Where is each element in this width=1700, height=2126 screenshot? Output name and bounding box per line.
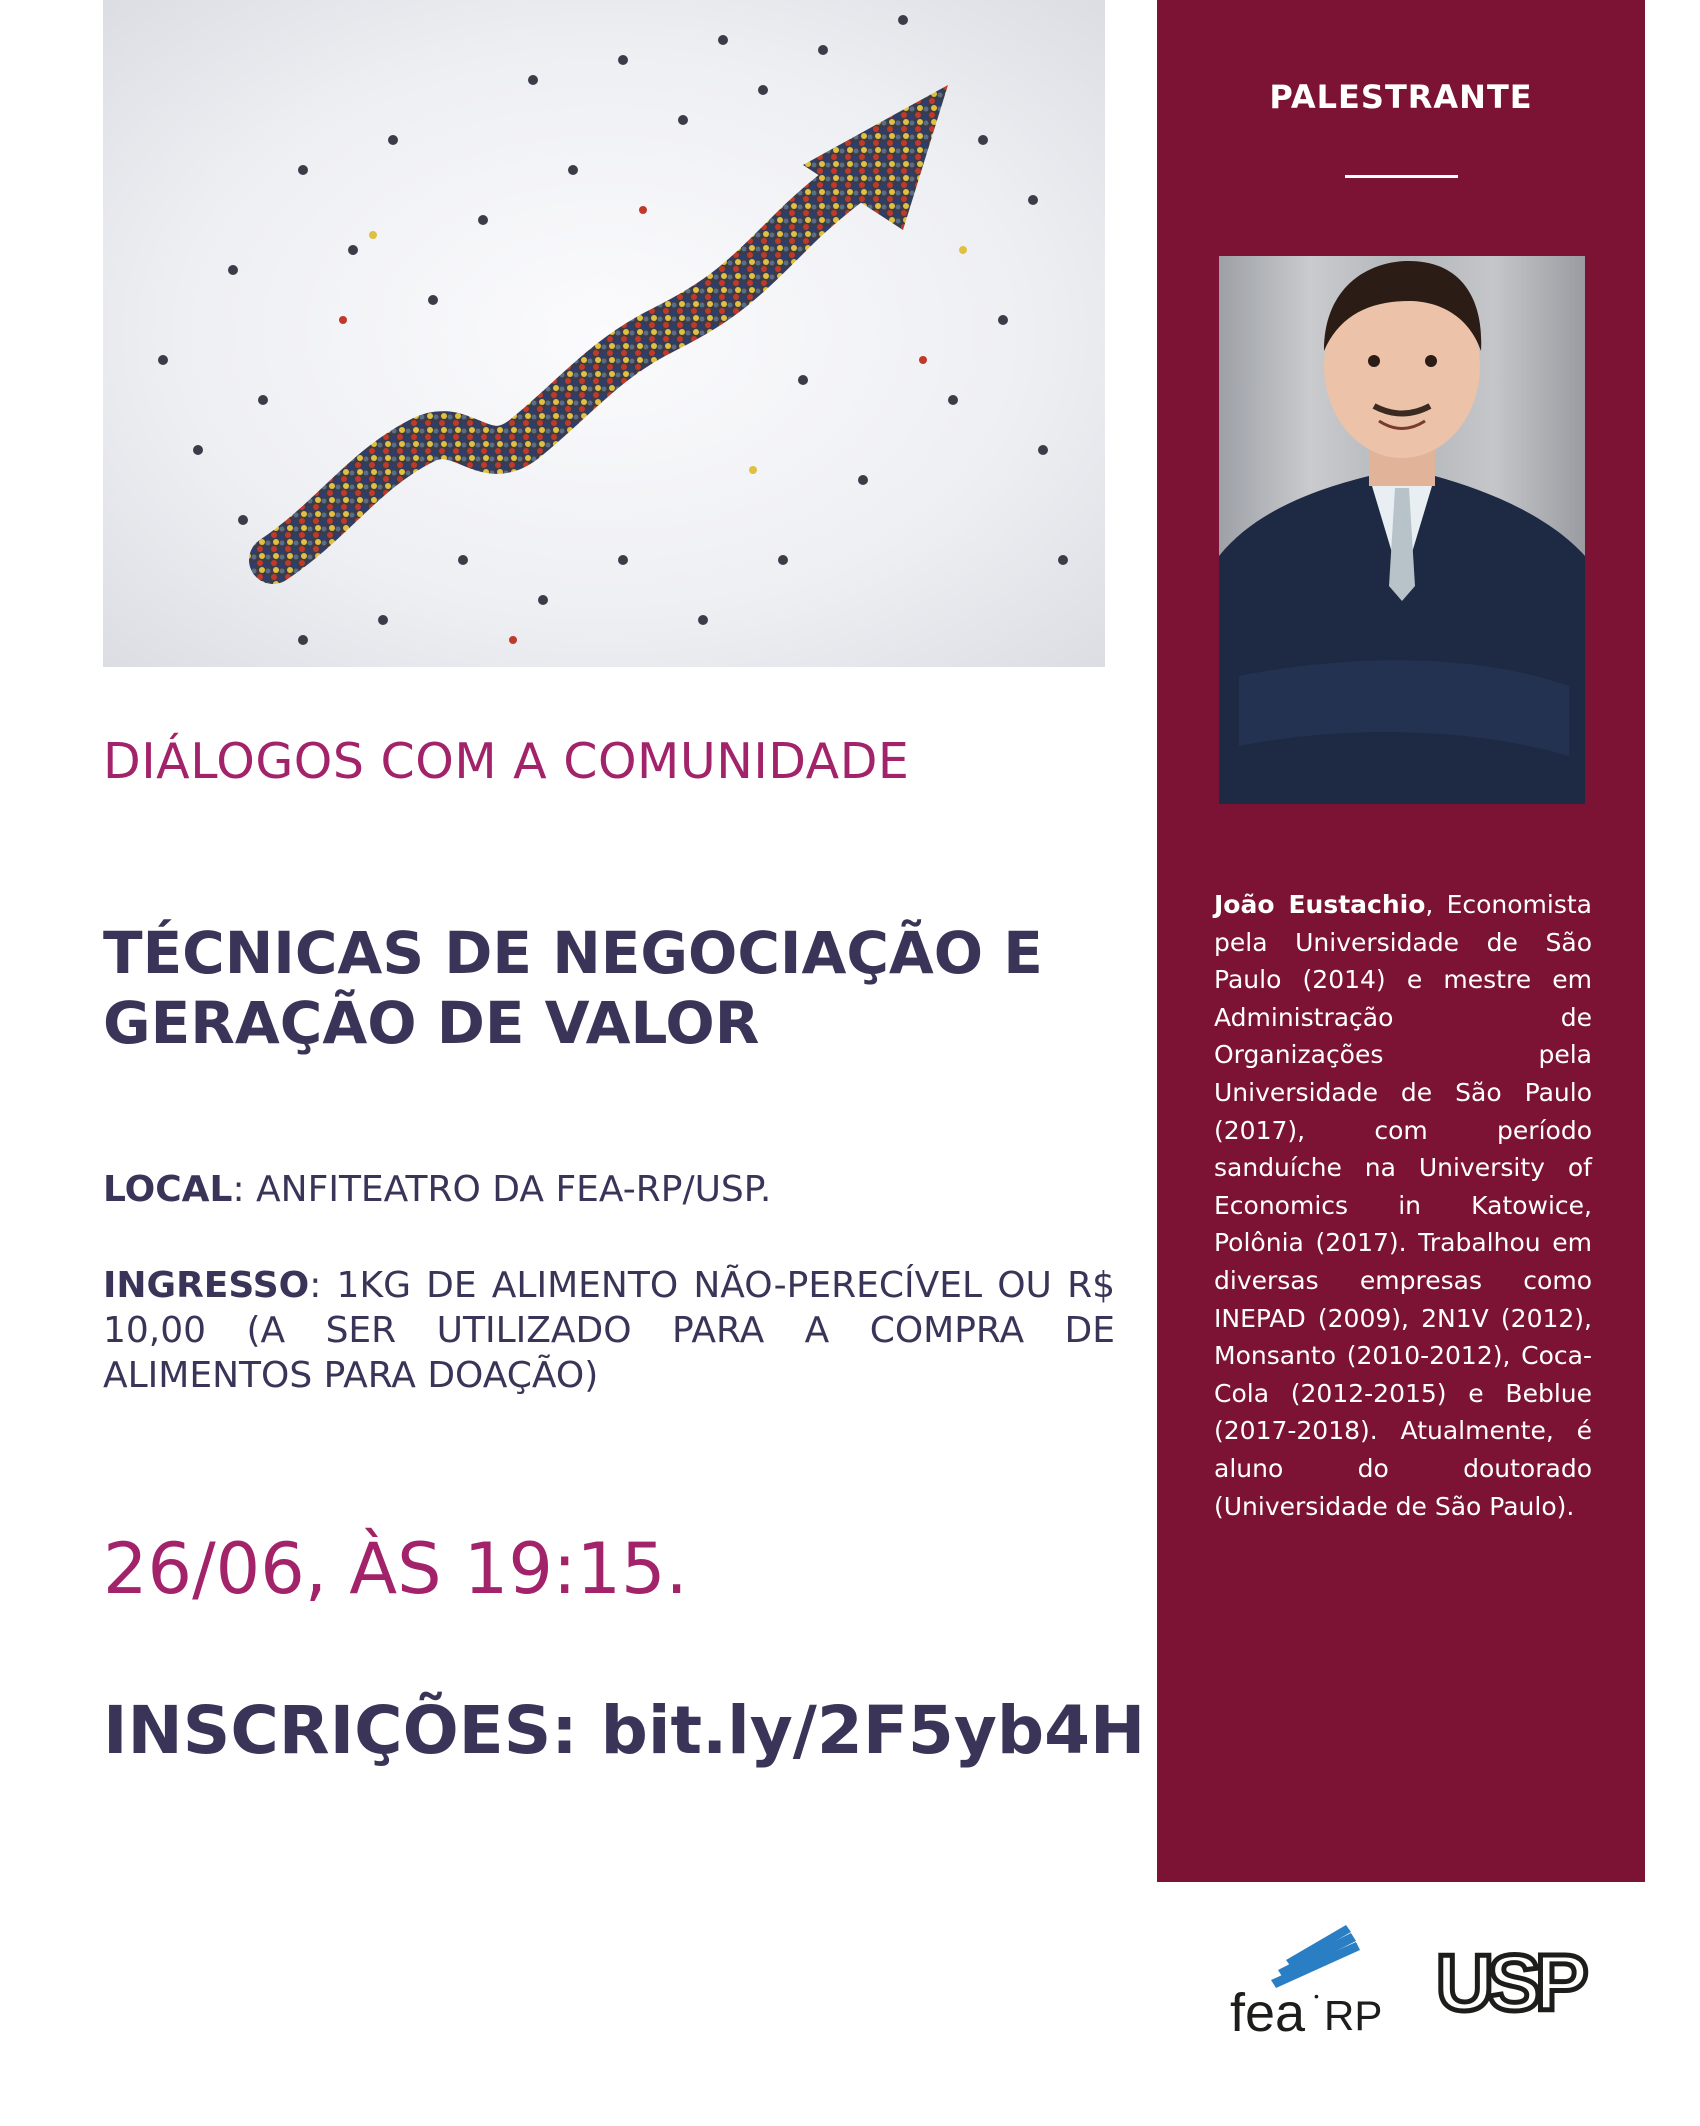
fea-waves-icon [1226, 1920, 1386, 1990]
speaker-name: João Eustachio [1214, 890, 1426, 919]
fea-rp-logo [1226, 1920, 1386, 2043]
usp-logo-text: USP [1436, 1944, 1583, 2024]
speaker-bio [1214, 886, 1592, 1525]
event-title-line-1: TÉCNICAS DE NEGOCIAÇÃO E [103, 919, 1043, 987]
speaker-portrait-icon [1219, 256, 1585, 804]
event-location [103, 1167, 1115, 1212]
sidebar-title: PALESTRANTE [1269, 78, 1533, 116]
fea-logo-suffix: RP [1324, 1992, 1383, 2039]
location-label: LOCAL [103, 1169, 233, 1210]
location-value: : ANFITEATRO DA FEA-RP/USP. [232, 1169, 772, 1210]
ticket-label: INGRESSO [103, 1265, 310, 1306]
speaker-bio-text: , Economista pela Universidade de São Paulo (2014) e mestre em Administração de Organizações pela Universidade de São Paulo (2017), com período sanduíche na University of Economics in Katowice, Polônia (2017). Trabalhou em diversas empresas como INEPAD (2009), 2N1V (2012), Monsanto (2010-2012), Coca-Cola (2012-2015) e Beblue (2017-2018). Atualmente, é aluno do doutorado (Universidade de São Paulo). [1214, 890, 1592, 1521]
event-ticket [103, 1263, 1115, 1398]
ticket-value: : 1KG DE ALIMENTO NÃO-PERECÍVEL OU R$ 10,00 (A SER UTILIZADO PARA A COMPRA DE ALIMENTOS PARA DOAÇÃO) [103, 1265, 1115, 1396]
hero-image [103, 0, 1105, 667]
usp-logo [1432, 1944, 1602, 2024]
event-title-line-2: GERAÇÃO DE VALOR [103, 989, 760, 1057]
speaker-sidebar [1157, 0, 1645, 1882]
event-title [103, 918, 1133, 1058]
signup-link[interactable]: INSCRIÇÕES: bit.ly/2F5yb4H [103, 1692, 1146, 1769]
speaker-photo [1219, 256, 1585, 804]
sidebar-divider [1345, 175, 1458, 178]
usp-logo-icon [1432, 1944, 1602, 2024]
event-series: DIÁLOGOS COM A COMUNIDADE [103, 733, 910, 790]
fea-dot: • [1314, 1988, 1319, 2004]
fea-logo-text: fea [1230, 1983, 1306, 2043]
event-date: 26/06, ÀS 19:15. [103, 1528, 688, 1610]
crowd-arrow-icon [103, 0, 1105, 667]
